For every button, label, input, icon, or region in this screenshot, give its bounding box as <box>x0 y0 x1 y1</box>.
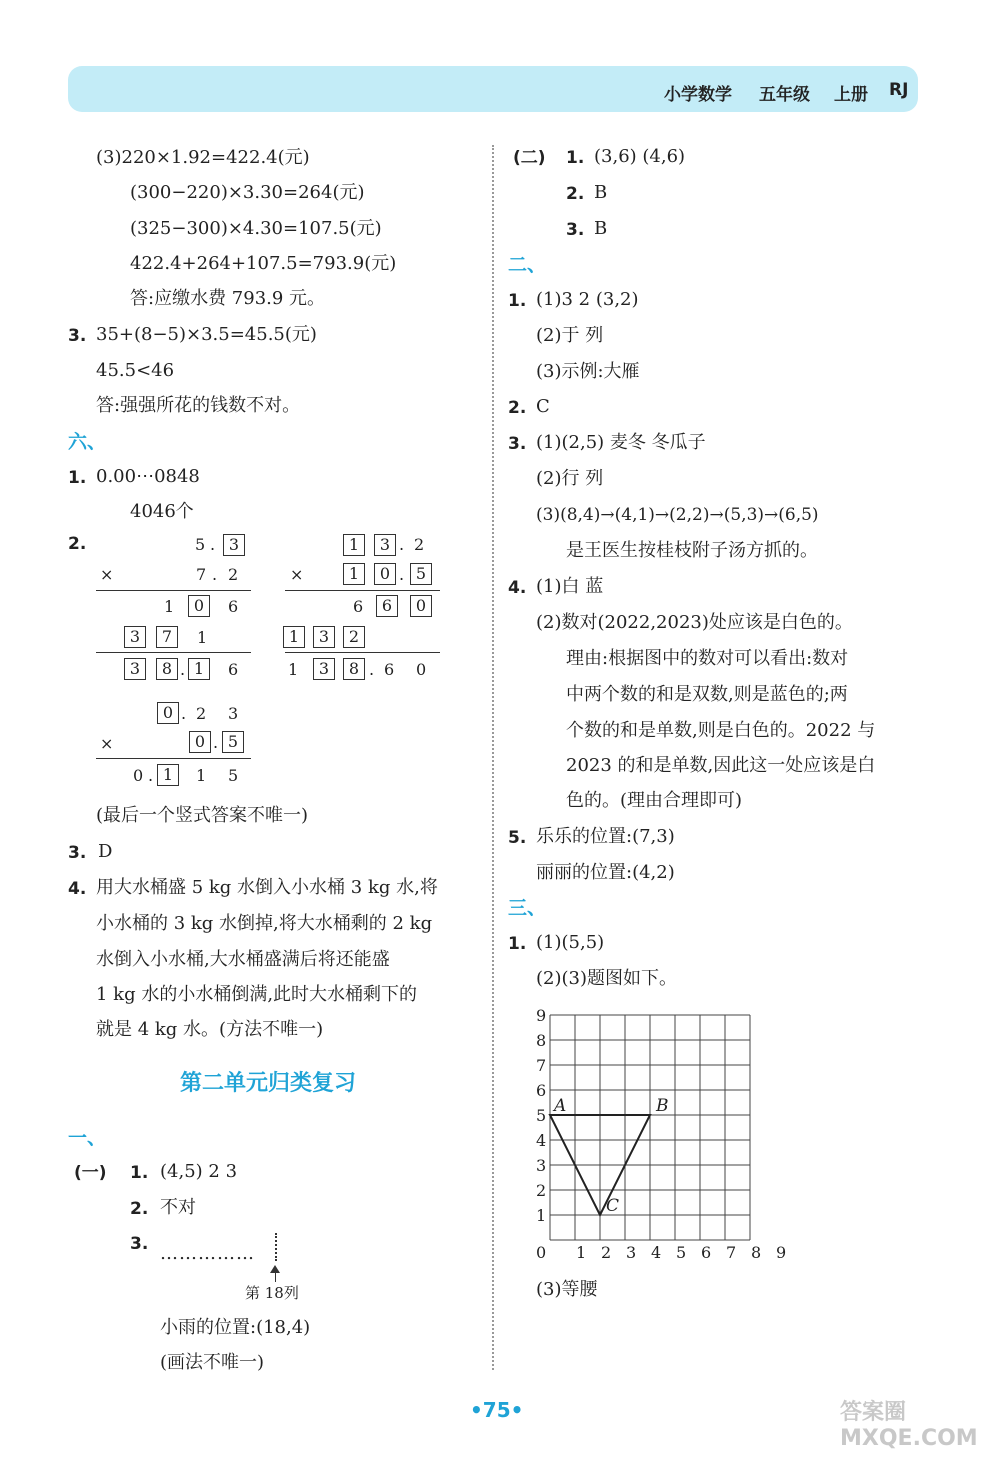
digit: . <box>148 766 154 785</box>
x-tick-label: 0 <box>536 1243 547 1262</box>
digit: . <box>399 535 405 554</box>
digit: 1 <box>196 766 207 785</box>
column-label: 第 18列 <box>245 1284 299 1302</box>
x-tick-label: 2 <box>601 1243 612 1262</box>
s6-q1-number: 1. <box>68 468 87 488</box>
s2-q4-number: 4. <box>508 578 527 598</box>
s6-q2-number: 2. <box>68 534 87 554</box>
multiplication-note: (最后一个竖式答案不唯一) <box>96 805 309 826</box>
s6-q1-count: 4046个 <box>130 501 194 522</box>
p1-q1-answer: (4,5) 2 3 <box>160 1161 238 1182</box>
x-tick-label: 1 <box>576 1243 587 1262</box>
times-sign: × <box>100 565 114 584</box>
digit: . <box>180 660 186 679</box>
q3-calc: 35+(8−5)×3.5=45.5(元) <box>96 324 317 345</box>
calc-line-3: (325−300)×4.30=107.5(元) <box>130 218 382 239</box>
header-grade: 五年级 <box>759 85 810 105</box>
digit: 3 <box>228 704 239 723</box>
point-a-label: A <box>554 1096 567 1116</box>
method-note: (画法不唯一) <box>160 1352 265 1373</box>
s3-q1-b: (2)(3)题图如下。 <box>536 968 677 989</box>
digit-box: 3 <box>223 534 245 556</box>
section-2-heading: 二、 <box>508 254 547 276</box>
digit: 2 <box>228 565 239 584</box>
rule-line <box>285 652 440 653</box>
s6-q4-line-3: 水倒入小水桶,大水桶盛满后将还能盛 <box>96 949 390 970</box>
digit-box: 6 <box>376 595 398 617</box>
calc-line-1: (3)220×1.92=422.4(元) <box>96 147 310 168</box>
y-tick-label: 1 <box>536 1206 547 1225</box>
digit-box: 5 <box>410 563 432 585</box>
x-tick-label: 3 <box>626 1243 637 1262</box>
x-tick-label: 7 <box>726 1243 737 1262</box>
s2-q3-d: 是王医生按桂枝附子汤方抓的。 <box>566 540 818 561</box>
s2-q5-number: 5. <box>508 828 527 848</box>
digit-box: 1 <box>343 534 365 556</box>
digit-box: 7 <box>156 626 178 648</box>
p2-q1-number: 1. <box>566 148 585 168</box>
p2-q2-number: 2. <box>566 184 585 204</box>
part-2-label: (二) <box>513 148 546 168</box>
s2-q2-answer: C <box>536 396 550 417</box>
digit: 2 <box>414 535 425 554</box>
digit-box: 0 <box>410 595 432 617</box>
digit: 6 <box>228 597 239 616</box>
x-tick-label: 9 <box>776 1243 787 1262</box>
rule-line <box>285 590 440 591</box>
y-tick-label: 4 <box>536 1131 547 1150</box>
x-tick-label: 8 <box>751 1243 762 1262</box>
s2-q4-b: (2)数对(2022,2023)处应该是白色的。 <box>536 612 853 633</box>
s2-q4-f: 2023 的和是单数,因此这一处应该是白 <box>566 755 876 776</box>
digit-box: 8 <box>156 658 178 680</box>
digit: . <box>181 704 187 723</box>
digit: 0 <box>416 660 427 679</box>
dotted-row: …………… <box>160 1243 255 1264</box>
digit-box: 0 <box>189 731 211 753</box>
p2-q3-number: 3. <box>566 220 585 240</box>
s6-q4-line-4: 1 kg 水的小水桶倒满,此时大水桶剩下的 <box>96 984 418 1005</box>
digit-box: 5 <box>222 731 244 753</box>
xiaoyu-position: 小雨的位置:(18,4) <box>160 1317 311 1338</box>
p1-q2-answer: 不对 <box>160 1197 196 1218</box>
digit: . <box>210 535 216 554</box>
digit-box: 3 <box>374 534 396 556</box>
digit: 1 <box>164 597 175 616</box>
digit-box: 1 <box>157 764 179 786</box>
point-c-label: C <box>606 1196 620 1216</box>
x-tick-label: 6 <box>701 1243 712 1262</box>
s2-q3-b: (2)行 列 <box>536 468 604 489</box>
s2-q1-a: (1)3 2 (3,2) <box>536 289 639 310</box>
digit: 6 <box>384 660 395 679</box>
section-6-heading: 六、 <box>68 431 107 453</box>
s3-q1-a: (1)(5,5) <box>536 932 605 953</box>
s2-q2-number: 2. <box>508 398 527 418</box>
digit: 6 <box>353 597 364 616</box>
calc-line-4: 422.4+264+107.5=793.9(元) <box>130 253 397 274</box>
p1-q1-number: 1. <box>130 1163 149 1183</box>
p2-q3-answer: B <box>594 218 608 239</box>
digit: 1 <box>197 628 208 647</box>
rule-line <box>96 652 251 653</box>
s2-q5-b: 丽丽的位置:(4,2) <box>536 862 675 883</box>
digit: . <box>213 733 219 752</box>
digit-box: 1 <box>188 658 210 680</box>
digit: 0 <box>133 766 144 785</box>
answer-line: 答:应缴水费 793.9 元。 <box>130 288 326 309</box>
x-tick-label: 4 <box>651 1243 662 1262</box>
s2-q4-c: 理由:根据图中的数对可以看出:数对 <box>566 648 849 669</box>
s6-q1-value: 0.00⋯0848 <box>96 466 200 487</box>
s3-q1-number: 1. <box>508 934 527 954</box>
s2-q3-c: (3)(8,4)→(4,1)→(2,2)→(5,3)→(6,5) <box>536 505 819 525</box>
digit-box: 3 <box>313 626 335 648</box>
digit: 6 <box>228 660 239 679</box>
digit: 5 <box>228 766 239 785</box>
s2-q1-number: 1. <box>508 291 527 311</box>
y-tick-label: 3 <box>536 1156 547 1175</box>
y-tick-label: 8 <box>536 1031 547 1050</box>
times-sign: × <box>100 734 114 753</box>
calc-line-2: (300−220)×3.30=264(元) <box>130 182 365 203</box>
page-number: •75• <box>470 1398 524 1422</box>
s2-q1-b: (2)于 列 <box>536 325 604 346</box>
rule-line <box>96 758 251 759</box>
p2-q2-answer: B <box>594 182 608 203</box>
header-volume: 上册 <box>834 85 868 105</box>
digit-box: 3 <box>124 658 146 680</box>
rule-line <box>96 590 251 591</box>
s2-q5-a: 乐乐的位置:(7,3) <box>536 826 675 847</box>
s6-q4-line-1: 用大水桶盛 5 kg 水倒入小水桶 3 kg 水,将 <box>96 877 438 898</box>
times-sign: × <box>290 565 304 584</box>
q3-answer: 答:强强所花的钱数不对。 <box>96 395 301 416</box>
digit: . <box>212 565 218 584</box>
p1-q3-number: 3. <box>130 1234 149 1254</box>
s6-q4-line-2: 小水桶的 3 kg 水倒掉,将大水桶剩的 2 kg <box>96 913 433 934</box>
digit-box: 0 <box>157 702 179 724</box>
digit-box: 2 <box>343 626 365 648</box>
s2-q3-a: (1)(2,5) 麦冬 冬瓜子 <box>536 432 706 453</box>
s2-q3-number: 3. <box>508 434 527 454</box>
digit: 7 <box>196 565 207 584</box>
digit-box: 1 <box>283 626 305 648</box>
p2-q1-answer: (3,6) (4,6) <box>594 146 686 167</box>
digit: 1 <box>288 660 299 679</box>
y-tick-label: 5 <box>536 1106 547 1125</box>
header-subject: 小学数学 <box>664 85 732 105</box>
watermark-logo: 答案圈 MXQE.COM <box>840 1400 978 1451</box>
digit-box: 1 <box>343 563 365 585</box>
digit-box: 0 <box>374 563 396 585</box>
column-divider <box>492 145 494 1370</box>
s2-q4-a: (1)白 蓝 <box>536 576 604 597</box>
x-tick-label: 5 <box>676 1243 687 1262</box>
header-edition: RJ <box>889 80 909 100</box>
part-1-label: (一) <box>74 1163 107 1183</box>
s6-q3-answer: D <box>98 841 113 862</box>
digit: . <box>399 565 405 584</box>
point-b-label: B <box>656 1096 669 1116</box>
s6-q4-line-5: 就是 4 kg 水。(方法不唯一) <box>96 1019 324 1040</box>
q3-compare: 45.5<46 <box>96 360 175 381</box>
coordinate-grid <box>520 1000 800 1270</box>
s2-q4-d: 中两个数的和是双数,则是蓝色的;两 <box>566 684 848 705</box>
y-tick-label: 2 <box>536 1181 547 1200</box>
section-3-heading: 三、 <box>508 897 547 919</box>
s2-q4-g: 色的。(理由合理即可) <box>566 790 743 811</box>
digit: 2 <box>196 704 207 723</box>
s3-q1-c: (3)等腰 <box>536 1279 598 1300</box>
digit: . <box>369 660 375 679</box>
y-tick-label: 7 <box>536 1056 547 1075</box>
digit: 5 <box>195 535 206 554</box>
digit-box: 3 <box>313 658 335 680</box>
y-tick-label: 6 <box>536 1081 547 1100</box>
unit-title: 第二单元归类复习 <box>180 1071 357 1096</box>
s6-q4-number: 4. <box>68 879 87 899</box>
y-tick-label: 9 <box>536 1006 547 1025</box>
q3-number: 3. <box>68 326 87 346</box>
digit-box: 8 <box>343 658 365 680</box>
section-1-heading: 一、 <box>68 1127 107 1149</box>
digit-box: 0 <box>188 595 210 617</box>
p1-q2-number: 2. <box>130 1199 149 1219</box>
s2-q4-e: 个数的和是单数,则是白色的。2022 与 <box>566 720 876 741</box>
s6-q3-number: 3. <box>68 843 87 863</box>
digit-box: 3 <box>124 626 146 648</box>
s2-q1-c: (3)示例:大雁 <box>536 361 640 382</box>
